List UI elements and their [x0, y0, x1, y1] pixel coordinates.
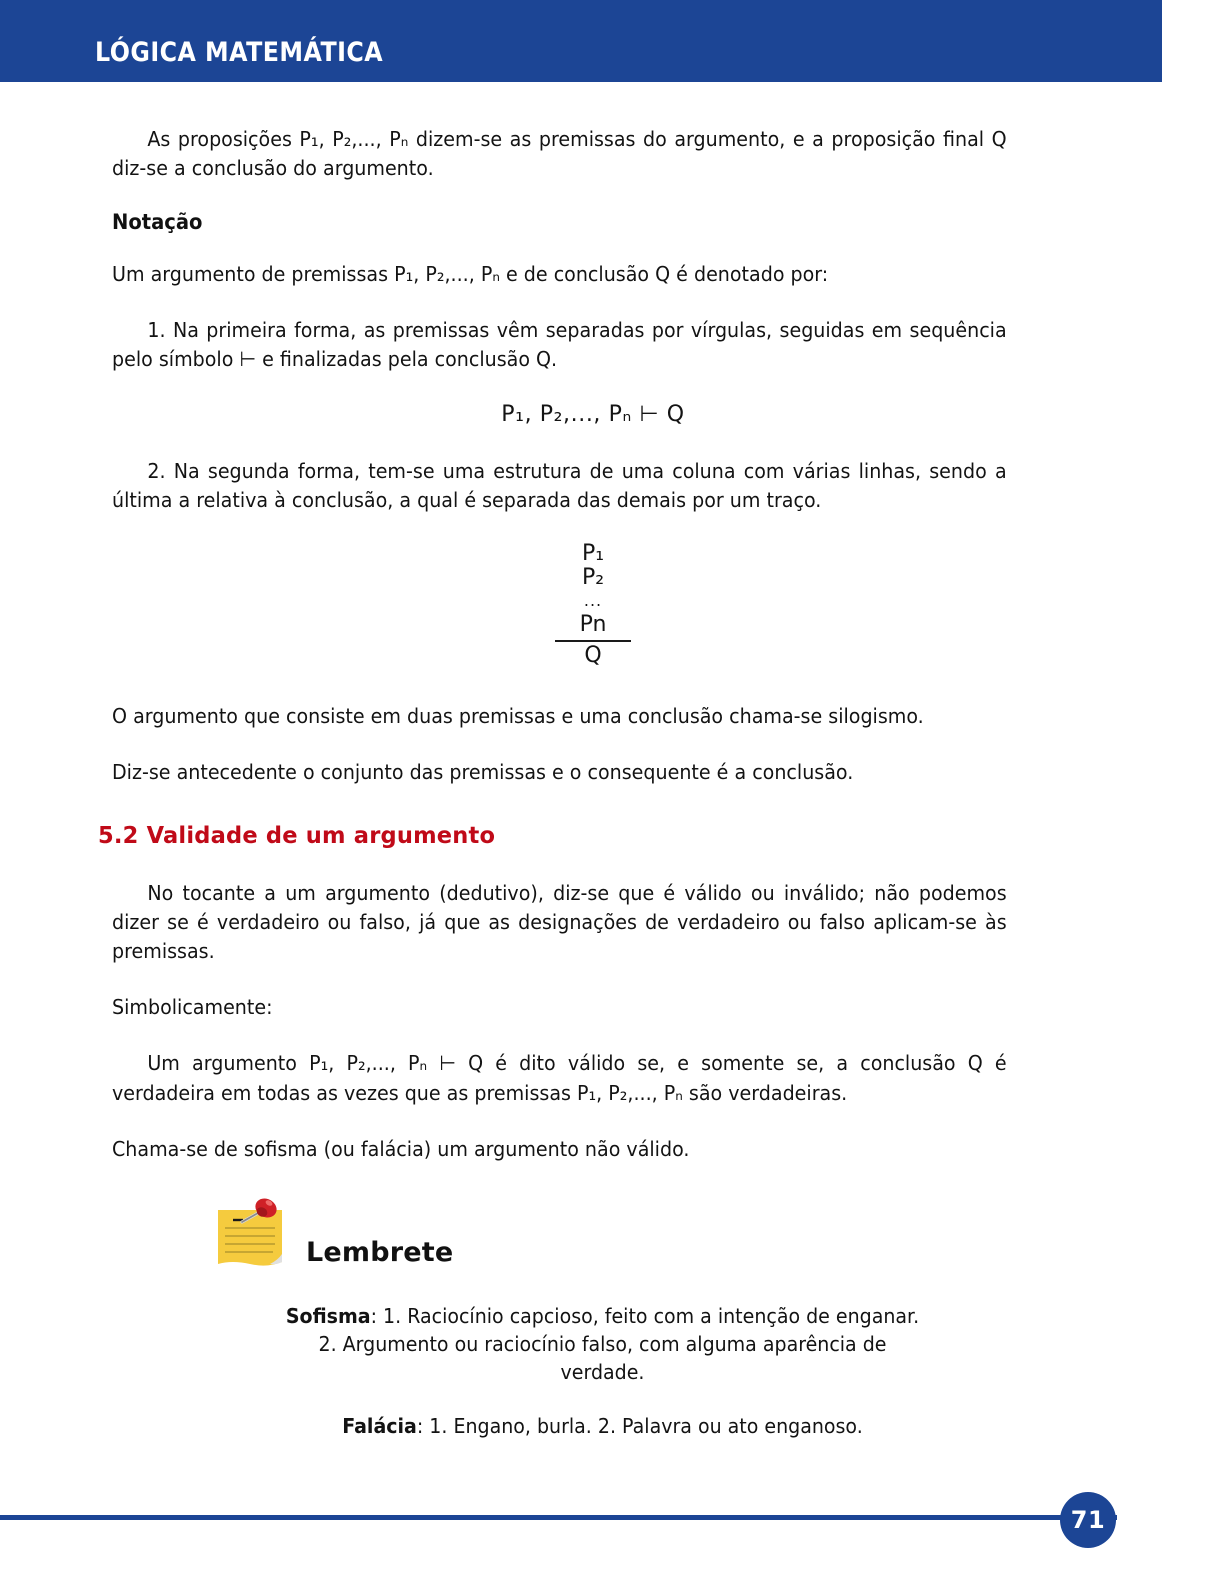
lembrete-definition-falacia: : 1. Engano, burla. 2. Palavra ou ato enganoso.	[416, 1413, 863, 1438]
notacao-heading: Notação	[112, 210, 203, 235]
notation-item-2: 2. Na segunda forma, tem-se uma estrutura de uma coluna com várias linhas, sendo a última a relativa à conclusão, a qual é separada das demais por um traço.	[112, 458, 1007, 512]
formula-column-argument	[112, 542, 1074, 668]
page-header	[0, 0, 1162, 100]
intro-paragraph: As proposições P₁, P₂,..., Pₙ dizem-se as premissas do argumento, e a proposição final Q diz-se a conclusão do argumento.	[112, 127, 1007, 181]
notation-item-1: 1. Na primeira forma, as premissas vêm separadas por vírgulas, seguidas em sequência pelo símbolo ⊢ e finalizadas pela conclusão Q.	[112, 318, 1007, 372]
formula-ellipsis: ...	[583, 591, 603, 611]
formula-sequent: P₁, P₂,..., Pₙ ⊢ Q	[501, 401, 685, 427]
lembrete-entry-falacia	[136, 1412, 1050, 1440]
formula-premise-1: P₁	[581, 540, 605, 566]
formula-premise-2: P₂	[581, 564, 605, 590]
lembrete-entry-sofisma	[136, 1302, 1050, 1386]
lembrete-term-falacia: Falácia	[342, 1413, 417, 1438]
validade-paragraph: No tocante a um argumento (dedutivo), diz-se que é válido ou inválido; não podemos dizer se é verdadeiro ou falso, já que as designações de verdadeiro ou falso aplicam-se às premissas.	[112, 880, 1007, 964]
header-title: LÓGICA MATEMÁTICA	[95, 37, 384, 68]
lembrete-block	[212, 1194, 1074, 1276]
notacao-intro-paragraph: Um argumento de premissas P₁, P₂,..., Pₙ e de conclusão Q é denotado por:	[112, 262, 829, 287]
lembrete-term-sofisma: Sofisma	[285, 1303, 371, 1328]
antecedente-paragraph: Diz-se antecedente o conjunto das premissas e o consequente é a conclusão.	[112, 759, 854, 784]
page-number-badge: 71	[1060, 1492, 1116, 1548]
section-heading-5-2: 5.2 Validade de um argumento	[98, 820, 496, 849]
simbolicamente-paragraph: Simbolicamente:	[112, 995, 273, 1020]
page-footer	[0, 1498, 1224, 1558]
footer-rule	[0, 1515, 1117, 1520]
formula-premise-n: Pn	[579, 612, 607, 638]
lembrete-label: Lembrete	[306, 1236, 454, 1268]
sticky-note-icon	[212, 1194, 294, 1276]
sofisma-intro-paragraph: Chama-se de sofisma (ou falácia) um argumento não válido.	[112, 1136, 690, 1161]
lembrete-definition-sofisma: : 1. Raciocínio capcioso, feito com a intenção de enganar. 2. Argumento ou raciocínio falso, com alguma aparência de verdade.	[318, 1303, 920, 1384]
header-wave-decoration	[0, 76, 1162, 98]
silogismo-paragraph: O argumento que consiste em duas premissas e uma conclusão chama-se silogismo.	[112, 703, 924, 728]
formula-conclusion: Q	[555, 640, 631, 668]
valido-definition-paragraph: Um argumento P₁, P₂,..., Pₙ ⊢ Q é dito válido se, e somente se, a conclusão Q é verdadeira em todas as vezes que as premissas P₁, P₂,..., Pₙ são verdadeiras.	[112, 1051, 1007, 1105]
page-content	[98, 125, 1074, 1466]
